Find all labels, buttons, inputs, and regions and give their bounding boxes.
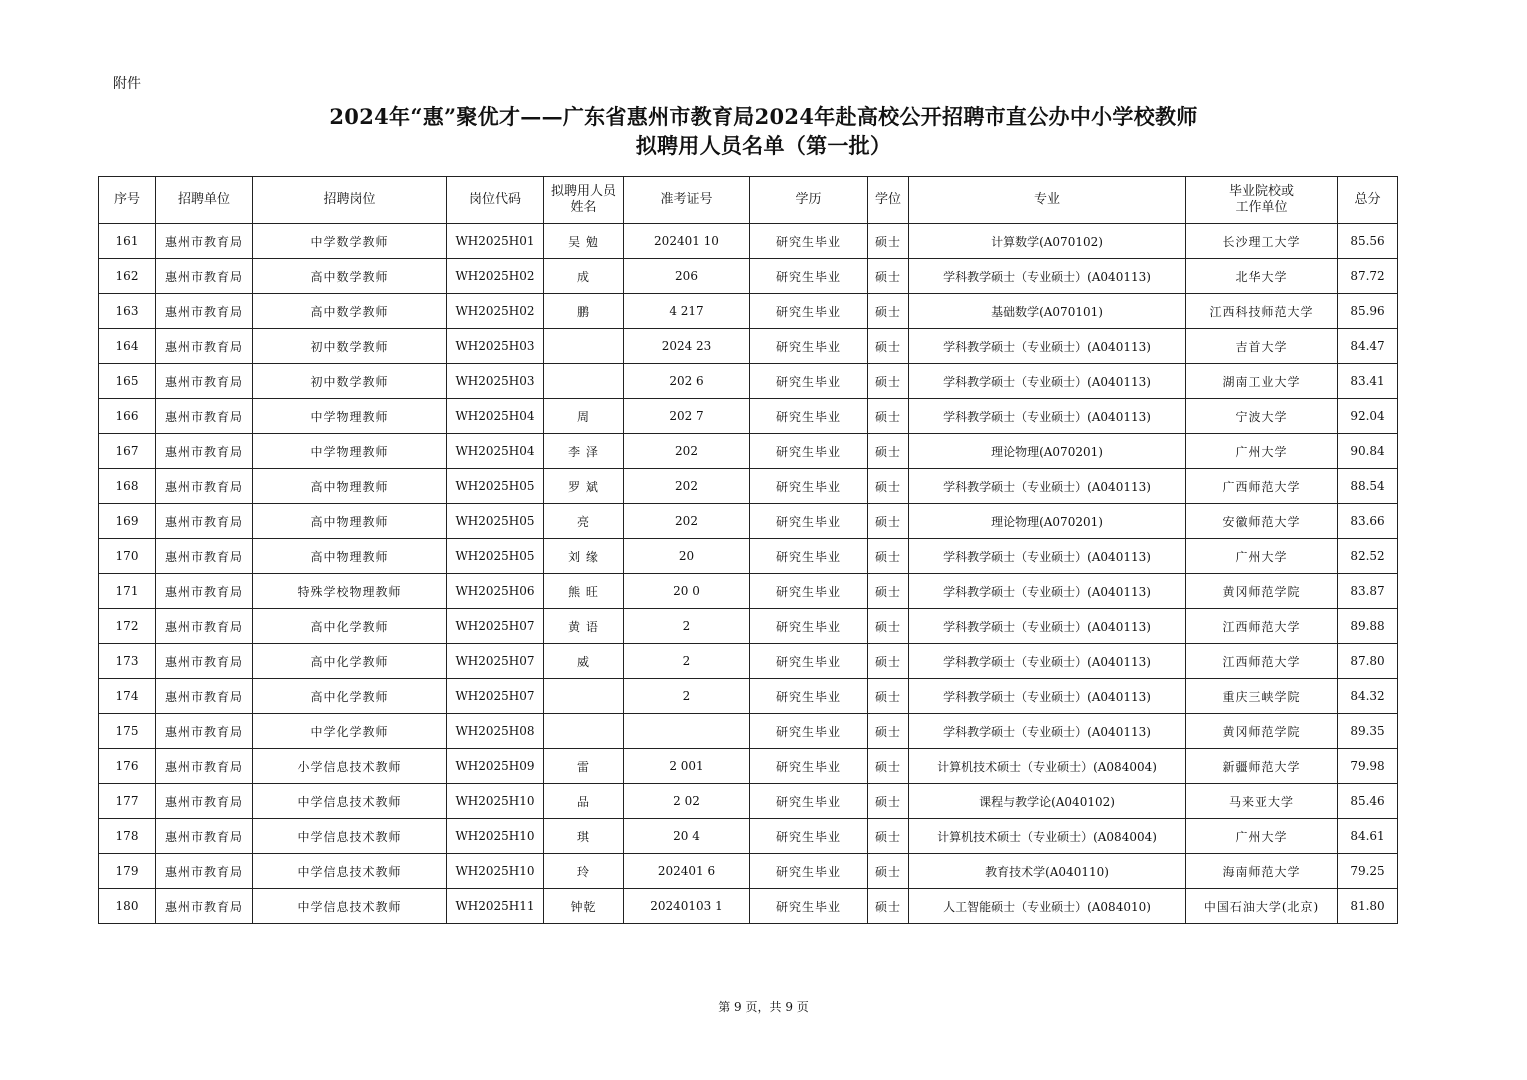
table-row [99,329,1398,364]
title-line-1: 2024年“惠”聚优才——广东省惠州市教育局2024年赴高校公开招聘市直公办中小学校教师 [329,104,1198,129]
table-row [99,679,1398,714]
row-index-cell: 174 [99,679,156,714]
recruiting-position-cell: 初中数学教师 [253,364,447,399]
table-row [99,294,1398,329]
table-row [99,714,1398,749]
table-row [99,434,1398,469]
major-cell: 课程与教学论(A040102) [909,784,1186,819]
recruiting-position-cell: 高中数学教师 [253,259,447,294]
degree-cell: 硕士 [868,609,909,644]
education-cell: 研究生毕业 [750,539,868,574]
institution-cell: 广州大学 [1186,819,1338,854]
education-cell: 研究生毕业 [750,259,868,294]
institution-cell: 宁波大学 [1186,399,1338,434]
recruiting-unit-cell: 惠州市教育局 [156,259,253,294]
candidate-name-cell: 熊 旺 [544,574,624,609]
table-row [99,819,1398,854]
exam-id-cell: 2 02 [624,784,750,819]
recruiting-unit-cell: 惠州市教育局 [156,469,253,504]
recruiting-unit-cell: 惠州市教育局 [156,574,253,609]
recruiting-unit-cell: 惠州市教育局 [156,329,253,364]
row-index-cell: 176 [99,749,156,784]
major-cell: 学科教学硕士（专业硕士）(A040113) [909,644,1186,679]
table-row [99,644,1398,679]
major-cell: 计算数学(A070102) [909,224,1186,259]
exam-id-cell [624,714,750,749]
institution-cell: 海南师范大学 [1186,854,1338,889]
position-code-cell: WH2025H10 [447,854,544,889]
recruiting-unit-cell: 惠州市教育局 [156,294,253,329]
total-score-cell: 85.96 [1338,294,1398,329]
education-cell: 研究生毕业 [750,329,868,364]
row-index-cell: 168 [99,469,156,504]
recruiting-position-cell: 高中物理教师 [253,539,447,574]
institution-cell: 吉首大学 [1186,329,1338,364]
degree-cell: 硕士 [868,224,909,259]
candidate-name-cell: 钟乾 [544,889,624,924]
candidate-name-cell: 刘 缘 [544,539,624,574]
recruiting-unit-cell: 惠州市教育局 [156,679,253,714]
recruiting-position-cell: 中学物理教师 [253,399,447,434]
total-score-cell: 87.72 [1338,259,1398,294]
position-code-cell: WH2025H11 [447,889,544,924]
table-row [99,539,1398,574]
col-position-header: 招聘岗位 [253,177,447,224]
recruiting-position-cell: 中学信息技术教师 [253,854,447,889]
major-cell: 学科教学硕士（专业硕士）(A040113) [909,539,1186,574]
candidate-name-cell [544,364,624,399]
major-cell: 学科教学硕士（专业硕士）(A040113) [909,679,1186,714]
position-code-cell: WH2025H06 [447,574,544,609]
row-index-cell: 177 [99,784,156,819]
education-cell: 研究生毕业 [750,399,868,434]
exam-id-cell: 20 4 [624,819,750,854]
degree-cell: 硕士 [868,399,909,434]
recruiting-position-cell: 特殊学校物理教师 [253,574,447,609]
position-code-cell: WH2025H04 [447,399,544,434]
position-code-cell: WH2025H05 [447,539,544,574]
total-score-cell: 92.04 [1338,399,1398,434]
row-index-cell: 170 [99,539,156,574]
recruiting-unit-cell: 惠州市教育局 [156,749,253,784]
col-degree-header: 学位 [868,177,909,224]
degree-cell: 硕士 [868,469,909,504]
recruiting-position-cell: 高中化学教师 [253,644,447,679]
row-index-cell: 166 [99,399,156,434]
institution-cell: 江西师范大学 [1186,644,1338,679]
education-cell: 研究生毕业 [750,644,868,679]
major-cell: 学科教学硕士（专业硕士）(A040113) [909,364,1186,399]
table-row [99,784,1398,819]
total-score-cell: 88.54 [1338,469,1398,504]
position-code-cell: WH2025H02 [447,294,544,329]
recruiting-position-cell: 初中数学教师 [253,329,447,364]
col-index-header: 序号 [99,177,156,224]
recruiting-position-cell: 中学物理教师 [253,434,447,469]
table-row [99,574,1398,609]
total-score-cell: 87.80 [1338,644,1398,679]
col-position-code-header: 岗位代码 [447,177,544,224]
title-line-2: 拟聘用人员名单（第一批） [635,133,892,158]
major-cell: 教育技术学(A040110) [909,854,1186,889]
education-cell: 研究生毕业 [750,574,868,609]
row-index-cell: 180 [99,889,156,924]
total-score-cell: 89.35 [1338,714,1398,749]
total-score-cell: 90.84 [1338,434,1398,469]
document-title [0,102,1527,160]
exam-id-cell: 4 217 [624,294,750,329]
major-cell: 学科教学硕士（专业硕士）(A040113) [909,469,1186,504]
candidate-name-cell: 玲 [544,854,624,889]
institution-cell: 广州大学 [1186,434,1338,469]
major-cell: 人工智能硕士（专业硕士）(A084010) [909,889,1186,924]
position-code-cell: WH2025H08 [447,714,544,749]
hiring-roster-table [98,176,1398,924]
institution-cell: 黄冈师范学院 [1186,714,1338,749]
row-index-cell: 163 [99,294,156,329]
recruiting-unit-cell: 惠州市教育局 [156,819,253,854]
major-cell: 学科教学硕士（专业硕士）(A040113) [909,609,1186,644]
institution-cell: 江西师范大学 [1186,609,1338,644]
major-cell: 计算机技术硕士（专业硕士）(A084004) [909,819,1186,854]
recruiting-unit-cell: 惠州市教育局 [156,364,253,399]
candidate-name-cell: 品 [544,784,624,819]
degree-cell: 硕士 [868,504,909,539]
row-index-cell: 164 [99,329,156,364]
recruiting-unit-cell: 惠州市教育局 [156,889,253,924]
table-row [99,259,1398,294]
major-cell: 学科教学硕士（专业硕士）(A040113) [909,574,1186,609]
col-unit-header: 招聘单位 [156,177,253,224]
major-cell: 理论物理(A070201) [909,504,1186,539]
degree-cell: 硕士 [868,644,909,679]
position-code-cell: WH2025H10 [447,784,544,819]
candidate-name-cell: 琪 [544,819,624,854]
recruiting-position-cell: 中学信息技术教师 [253,784,447,819]
total-score-cell: 81.80 [1338,889,1398,924]
row-index-cell: 161 [99,224,156,259]
degree-cell: 硕士 [868,854,909,889]
position-code-cell: WH2025H10 [447,819,544,854]
position-code-cell: WH2025H07 [447,679,544,714]
table-row [99,504,1398,539]
major-cell: 学科教学硕士（专业硕士）(A040113) [909,259,1186,294]
recruiting-unit-cell: 惠州市教育局 [156,539,253,574]
education-cell: 研究生毕业 [750,364,868,399]
education-cell: 研究生毕业 [750,714,868,749]
exam-id-cell: 206 [624,259,750,294]
row-index-cell: 165 [99,364,156,399]
total-score-cell: 85.56 [1338,224,1398,259]
position-code-cell: WH2025H03 [447,329,544,364]
exam-id-cell: 202401 6 [624,854,750,889]
exam-id-cell: 20 [624,539,750,574]
institution-cell: 长沙理工大学 [1186,224,1338,259]
exam-id-cell: 20240103 1 [624,889,750,924]
recruiting-unit-cell: 惠州市教育局 [156,224,253,259]
exam-id-cell: 202 7 [624,399,750,434]
education-cell: 研究生毕业 [750,609,868,644]
degree-cell: 硕士 [868,259,909,294]
exam-id-cell: 20 0 [624,574,750,609]
position-code-cell: WH2025H07 [447,609,544,644]
table-header-row [99,177,1398,224]
total-score-cell: 83.87 [1338,574,1398,609]
major-cell: 基础数学(A070101) [909,294,1186,329]
row-index-cell: 171 [99,574,156,609]
degree-cell: 硕士 [868,364,909,399]
exam-id-cell: 2 [624,644,750,679]
exam-id-cell: 202 [624,504,750,539]
recruiting-unit-cell: 惠州市教育局 [156,784,253,819]
candidate-name-cell [544,329,624,364]
candidate-name-cell: 李 泽 [544,434,624,469]
candidate-name-cell: 黄 语 [544,609,624,644]
position-code-cell: WH2025H04 [447,434,544,469]
education-cell: 研究生毕业 [750,679,868,714]
degree-cell: 硕士 [868,329,909,364]
recruiting-position-cell: 高中化学教师 [253,679,447,714]
row-index-cell: 175 [99,714,156,749]
row-index-cell: 173 [99,644,156,679]
total-score-cell: 84.61 [1338,819,1398,854]
degree-cell: 硕士 [868,714,909,749]
total-score-cell: 89.88 [1338,609,1398,644]
position-code-cell: WH2025H01 [447,224,544,259]
col-major-header: 专业 [909,177,1186,224]
candidate-name-cell: 吴 勉 [544,224,624,259]
degree-cell: 硕士 [868,819,909,854]
major-cell: 学科教学硕士（专业硕士）(A040113) [909,329,1186,364]
table-row [99,889,1398,924]
degree-cell: 硕士 [868,434,909,469]
institution-cell: 新疆师范大学 [1186,749,1338,784]
major-cell: 学科教学硕士（专业硕士）(A040113) [909,399,1186,434]
exam-id-cell: 2024 23 [624,329,750,364]
recruiting-unit-cell: 惠州市教育局 [156,609,253,644]
institution-cell: 安徽师范大学 [1186,504,1338,539]
institution-cell: 马来亚大学 [1186,784,1338,819]
recruiting-unit-cell: 惠州市教育局 [156,644,253,679]
institution-cell: 广西师范大学 [1186,469,1338,504]
position-code-cell: WH2025H05 [447,469,544,504]
row-index-cell: 172 [99,609,156,644]
recruiting-position-cell: 中学数学教师 [253,224,447,259]
institution-cell: 中国石油大学(北京) [1186,889,1338,924]
candidate-name-cell [544,679,624,714]
major-cell: 学科教学硕士（专业硕士）(A040113) [909,714,1186,749]
education-cell: 研究生毕业 [750,469,868,504]
major-cell: 理论物理(A070201) [909,434,1186,469]
exam-id-cell: 202 [624,434,750,469]
table-row [99,224,1398,259]
degree-cell: 硕士 [868,539,909,574]
table-body [99,224,1398,924]
education-cell: 研究生毕业 [750,749,868,784]
col-institution-header: 毕业院校或 工作单位 [1186,177,1338,224]
position-code-cell: WH2025H02 [447,259,544,294]
position-code-cell: WH2025H09 [447,749,544,784]
total-score-cell: 85.46 [1338,784,1398,819]
row-index-cell: 179 [99,854,156,889]
page-footer: 第 9 页，共 9 页 [718,1000,809,1014]
table-row [99,854,1398,889]
exam-id-cell: 2 001 [624,749,750,784]
candidate-name-cell: 鹏 [544,294,624,329]
candidate-name-cell: 成 [544,259,624,294]
institution-cell: 江西科技师范大学 [1186,294,1338,329]
degree-cell: 硕士 [868,889,909,924]
recruiting-position-cell: 中学信息技术教师 [253,819,447,854]
row-index-cell: 167 [99,434,156,469]
exam-id-cell: 202401 10 [624,224,750,259]
row-index-cell: 169 [99,504,156,539]
total-score-cell: 83.66 [1338,504,1398,539]
recruiting-position-cell: 高中物理教师 [253,469,447,504]
total-score-cell: 79.98 [1338,749,1398,784]
degree-cell: 硕士 [868,784,909,819]
table-row [99,399,1398,434]
recruiting-unit-cell: 惠州市教育局 [156,714,253,749]
candidate-name-cell: 亮 [544,504,624,539]
education-cell: 研究生毕业 [750,504,868,539]
exam-id-cell: 2 [624,609,750,644]
row-index-cell: 162 [99,259,156,294]
recruiting-position-cell: 中学化学教师 [253,714,447,749]
exam-id-cell: 202 6 [624,364,750,399]
education-cell: 研究生毕业 [750,854,868,889]
institution-cell: 湖南工业大学 [1186,364,1338,399]
recruiting-unit-cell: 惠州市教育局 [156,399,253,434]
recruiting-unit-cell: 惠州市教育局 [156,434,253,469]
education-cell: 研究生毕业 [750,434,868,469]
degree-cell: 硕士 [868,749,909,784]
candidate-name-cell: 威 [544,644,624,679]
total-score-cell: 84.32 [1338,679,1398,714]
total-score-cell: 83.41 [1338,364,1398,399]
education-cell: 研究生毕业 [750,819,868,854]
col-education-header: 学历 [750,177,868,224]
degree-cell: 硕士 [868,679,909,714]
institution-cell: 重庆三峡学院 [1186,679,1338,714]
col-exam-id-header: 准考证号 [624,177,750,224]
total-score-cell: 82.52 [1338,539,1398,574]
degree-cell: 硕士 [868,294,909,329]
candidate-name-cell [544,714,624,749]
education-cell: 研究生毕业 [750,294,868,329]
position-code-cell: WH2025H07 [447,644,544,679]
position-code-cell: WH2025H03 [447,364,544,399]
recruiting-position-cell: 高中化学教师 [253,609,447,644]
education-cell: 研究生毕业 [750,784,868,819]
education-cell: 研究生毕业 [750,224,868,259]
table-row [99,364,1398,399]
institution-cell: 黄冈师范学院 [1186,574,1338,609]
col-total-score-header: 总分 [1338,177,1398,224]
position-code-cell: WH2025H05 [447,504,544,539]
total-score-cell: 84.47 [1338,329,1398,364]
candidate-name-cell: 周 [544,399,624,434]
col-candidate-name-header: 拟聘用人员 姓名 [544,177,624,224]
institution-cell: 广州大学 [1186,539,1338,574]
recruiting-position-cell: 高中物理教师 [253,504,447,539]
table-row [99,469,1398,504]
exam-id-cell: 2 [624,679,750,714]
attachment-label: 附件 [113,76,141,92]
major-cell: 计算机技术硕士（专业硕士）(A084004) [909,749,1186,784]
total-score-cell: 79.25 [1338,854,1398,889]
institution-cell: 北华大学 [1186,259,1338,294]
recruiting-position-cell: 小学信息技术教师 [253,749,447,784]
recruiting-position-cell: 中学信息技术教师 [253,889,447,924]
candidate-name-cell: 罗 斌 [544,469,624,504]
table-row [99,609,1398,644]
table-row [99,749,1398,784]
education-cell: 研究生毕业 [750,889,868,924]
exam-id-cell: 202 [624,469,750,504]
candidate-name-cell: 雷 [544,749,624,784]
recruiting-position-cell: 高中数学教师 [253,294,447,329]
recruiting-unit-cell: 惠州市教育局 [156,504,253,539]
degree-cell: 硕士 [868,574,909,609]
row-index-cell: 178 [99,819,156,854]
recruiting-unit-cell: 惠州市教育局 [156,854,253,889]
